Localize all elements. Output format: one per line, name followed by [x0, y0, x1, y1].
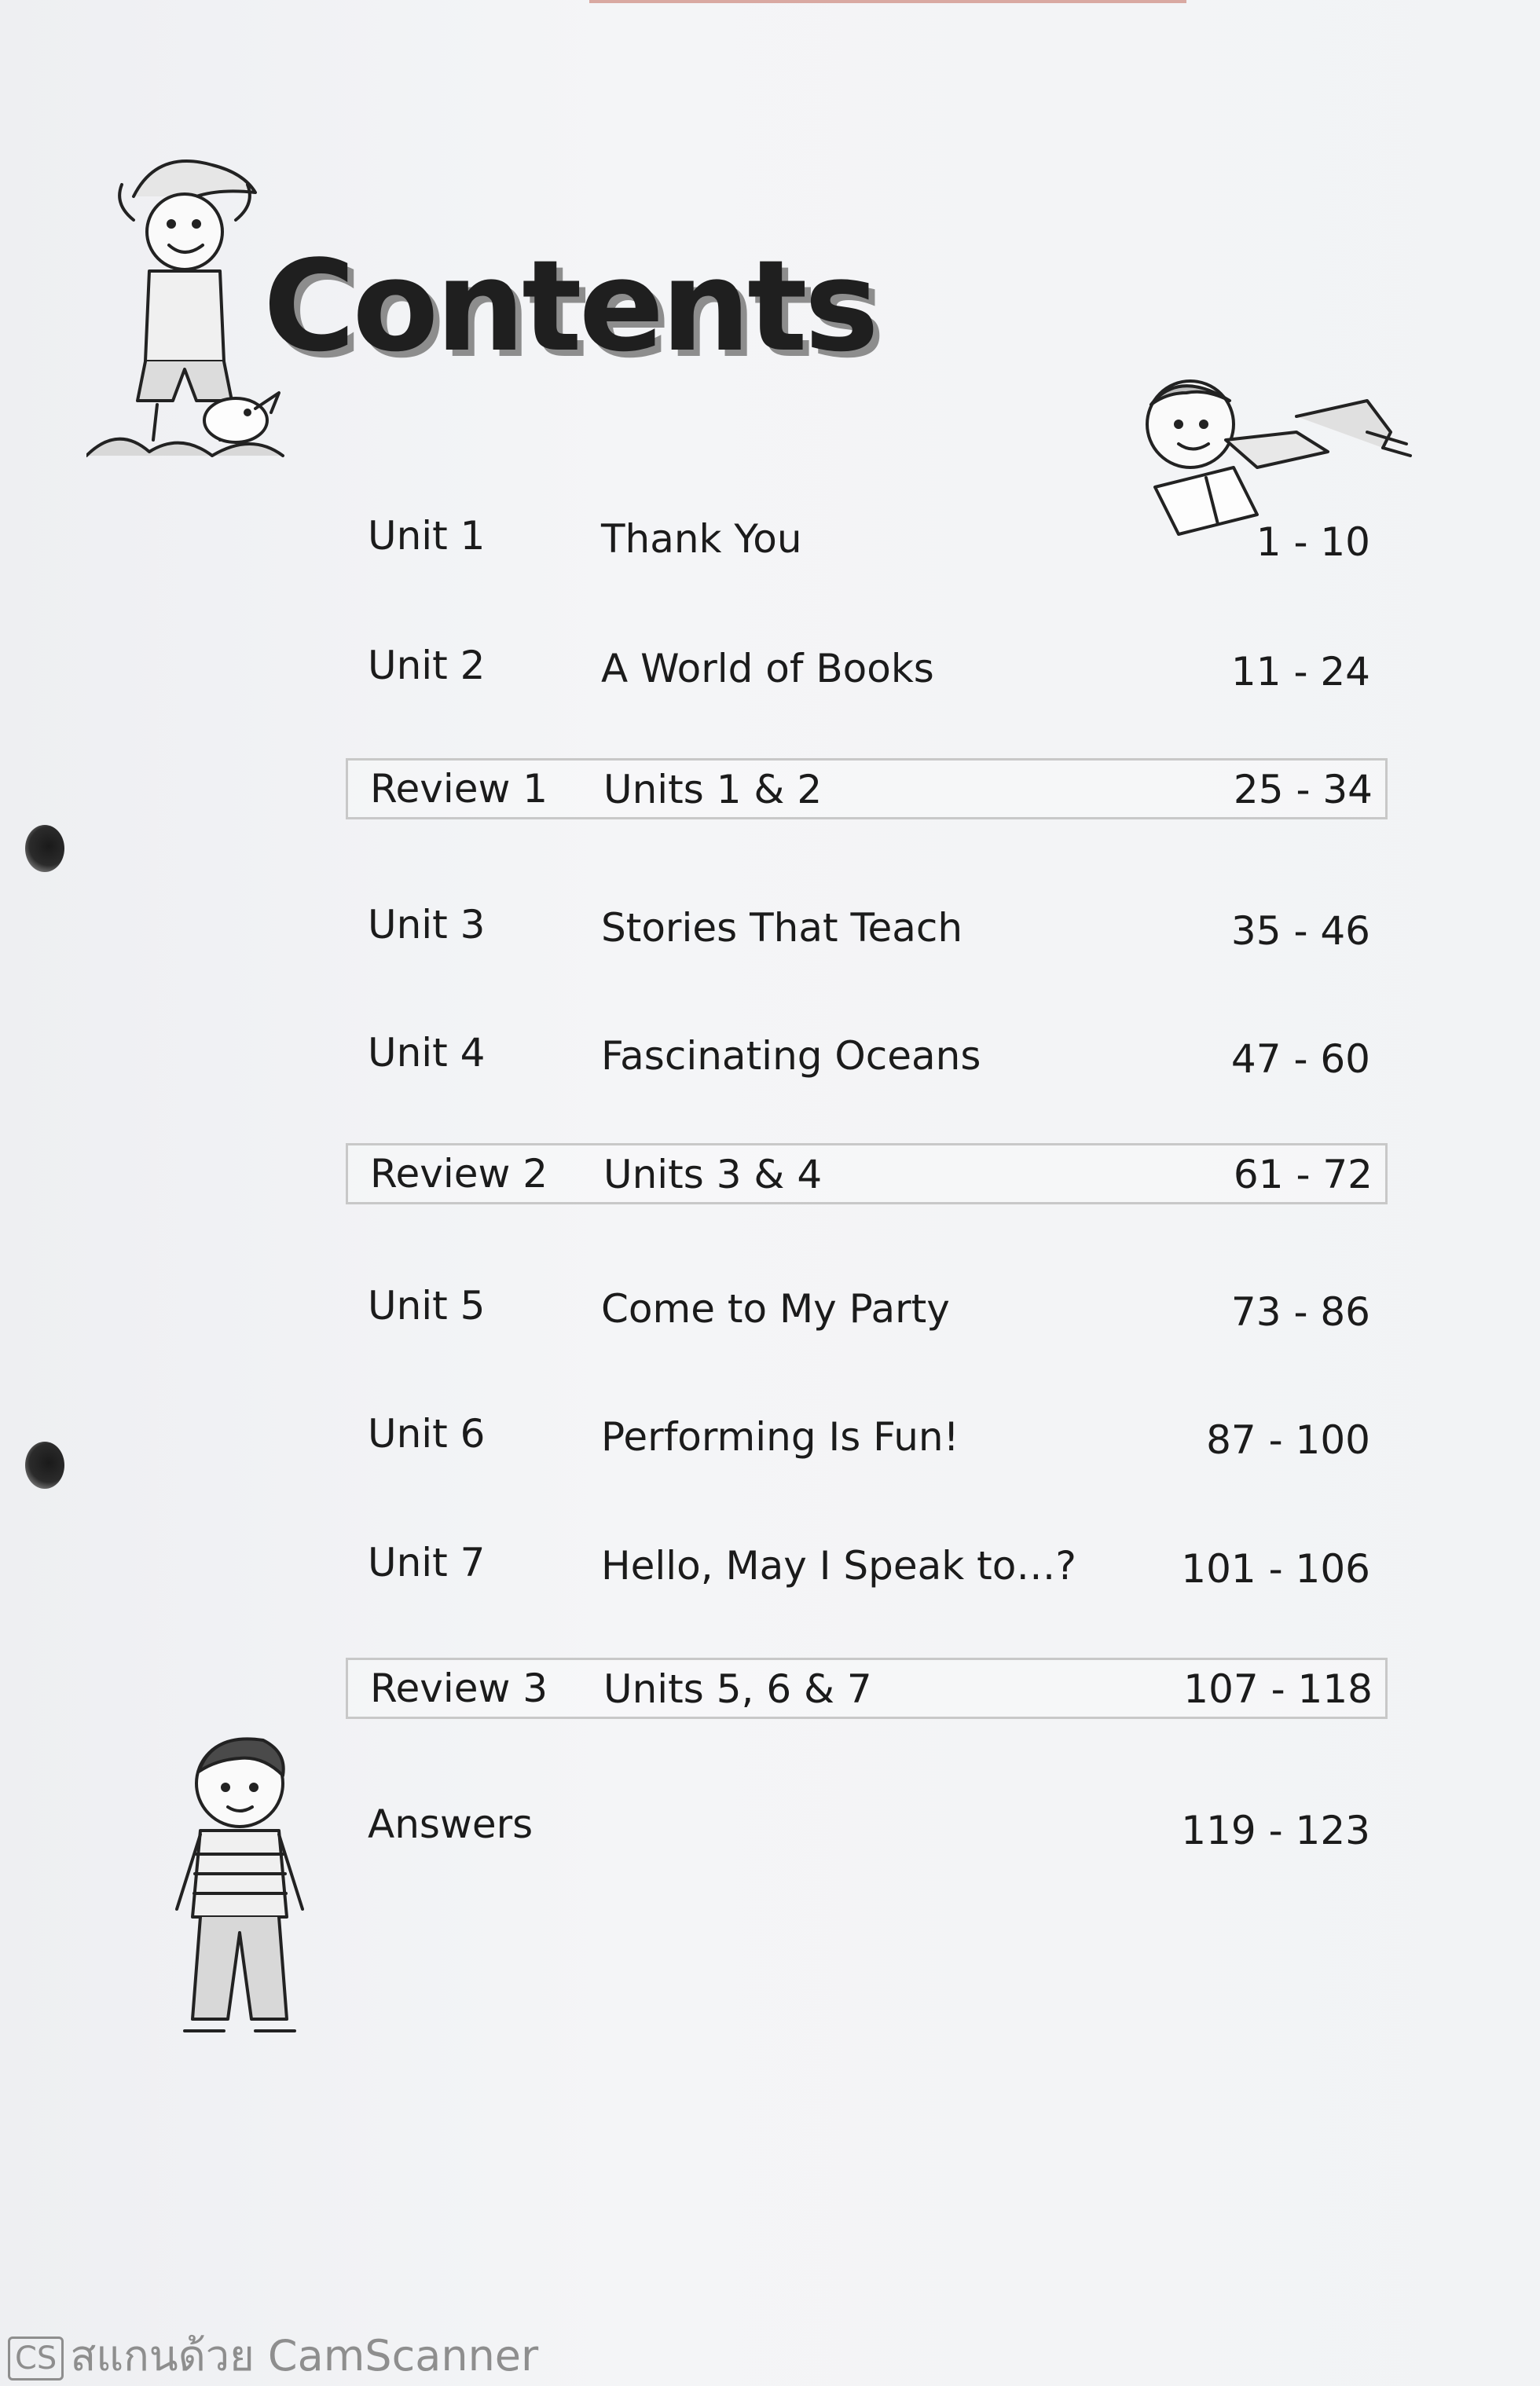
camscanner-logo-icon: CS [8, 2337, 64, 2381]
toc-row-unit-7[interactable] [346, 1526, 1383, 1604]
punch-hole [25, 1442, 64, 1489]
toc-label: Unit 6 [368, 1411, 486, 1457]
toc-pages: 61 - 72 [1233, 1152, 1373, 1197]
boy-illustration-icon [169, 1728, 310, 2043]
toc-pages: 35 - 46 [1230, 908, 1370, 954]
girl-illustration-icon [86, 141, 291, 471]
toc-title: A World of Books [601, 646, 934, 691]
toc-label: Unit 5 [368, 1283, 486, 1329]
toc-title: Units 5, 6 & 7 [603, 1666, 872, 1712]
toc-row-unit-4[interactable] [346, 1016, 1383, 1094]
toc-title: Stories That Teach [601, 905, 963, 951]
toc-pages: 47 - 60 [1230, 1036, 1370, 1082]
toc-title: Hello, May I Speak to…? [601, 1543, 1076, 1589]
toc-title: Thank You [601, 516, 802, 562]
toc-row-unit-3[interactable] [346, 888, 1383, 966]
toc-row-review-2[interactable] [346, 1143, 1388, 1204]
top-edge-line [589, 0, 1186, 3]
toc-row-answers[interactable] [346, 1787, 1383, 1866]
watermark-text: สแกนด้วย CamScanner [70, 2331, 539, 2381]
punch-hole [25, 825, 64, 872]
toc-pages: 87 - 100 [1206, 1417, 1370, 1463]
toc-title: Come to My Party [601, 1286, 950, 1332]
toc-row-unit-6[interactable] [346, 1397, 1383, 1475]
toc-label: Unit 2 [368, 643, 486, 688]
camscanner-watermark [8, 2322, 538, 2386]
toc-label: Unit 3 [368, 902, 486, 947]
toc-pages: 25 - 34 [1233, 767, 1373, 812]
toc-pages: 1 - 10 [1256, 519, 1370, 565]
page-title: Contents [263, 233, 876, 379]
toc-label: Review 2 [370, 1151, 548, 1197]
toc-label: Unit 4 [368, 1030, 486, 1076]
toc-title: Fascinating Oceans [601, 1033, 981, 1079]
toc-label: Unit 7 [368, 1540, 486, 1585]
toc-label: Review 3 [370, 1666, 548, 1711]
toc-row-unit-5[interactable] [346, 1269, 1383, 1347]
toc-row-unit-1[interactable] [346, 499, 1383, 577]
toc-row-review-3[interactable] [346, 1658, 1388, 1719]
toc-pages: 119 - 123 [1181, 1808, 1370, 1853]
toc-pages: 101 - 106 [1181, 1546, 1370, 1592]
toc-title: Units 1 & 2 [603, 767, 823, 812]
toc-pages: 11 - 24 [1230, 649, 1370, 695]
toc-title: Performing Is Fun! [601, 1414, 959, 1460]
toc-label: Answers [368, 1801, 534, 1847]
toc-pages: 107 - 118 [1183, 1666, 1373, 1712]
toc-label: Unit 1 [368, 513, 486, 559]
toc-row-unit-2[interactable] [346, 629, 1383, 707]
toc-pages: 73 - 86 [1230, 1289, 1370, 1335]
toc-title: Units 3 & 4 [603, 1152, 823, 1197]
toc-row-review-1[interactable] [346, 758, 1388, 819]
toc-label: Review 1 [370, 766, 548, 812]
